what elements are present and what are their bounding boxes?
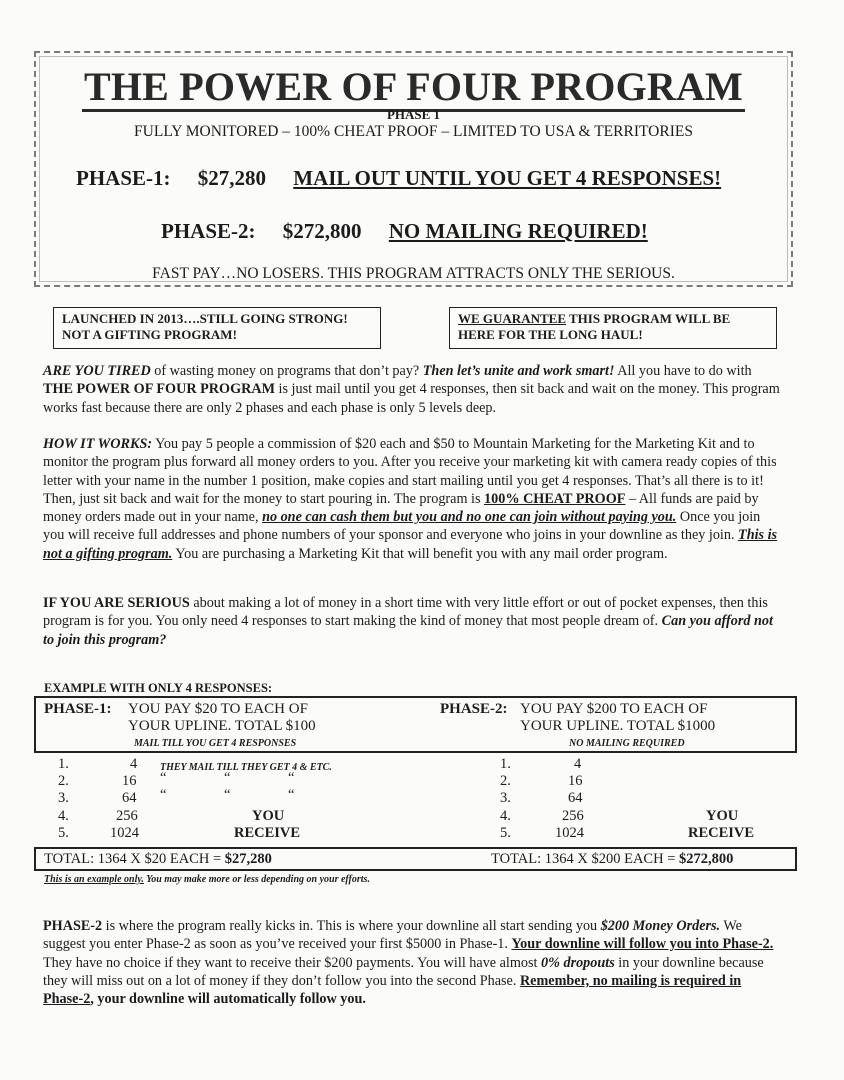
phase2-tagline: NO MAILING REQUIRED! [388, 219, 648, 243]
p1-row-num: 4. [58, 808, 69, 824]
p1-row-value: 4 [130, 756, 138, 772]
phase2-paragraph: PHASE-2 is where the program really kicks in. This is where your downline all start sending you $200 Money Orders. We suggest you enter Phase-2 as soon as you’ve received your first $5000 in Phase-1. Your downline will follow you into Phase-2. They have no choice if they want to receive their $200 payments. You will have almost 0% dropouts in your downline because they will miss out on a lot of money if they don’t follow you into the second Phase. Remember, no mailing is required in Phase-2, your downline will automatically follow you. [43, 918, 774, 1008]
p2-row-value: 256 [562, 808, 584, 824]
ditto-mark: “ [160, 787, 167, 803]
they-mail-note: THEY MAIL TILL THEY GET 4 & ETC. [160, 762, 332, 773]
header-box [34, 51, 793, 287]
page-title: THE POWER OF FOUR PROGRAM [36, 63, 791, 110]
how-it-works-paragraph: HOW IT WORKS: You pay 5 people a commission of $20 each and $50 to Mountain Marketing for the Marketing Kit and to monitor the program plus forward all money orders to you. After you receive your marketing kit with camera ready copies of this letter with your name in the number 1 position, make copies and start mailing until you get 4 responses. That’s all there is to it! Then, just sit back and wait for the money to start pouring in. The program is 100% CHEAT PROOF – All funds are paid by money orders made out in your name, no one can cash them but you and no one can join without paying you. Once you join you will receive full addresses and phone numbers of your sponsor and everyone who joins in your downline as they join. This is not a gifting program. You are purchasing a Marketing Kit that will benefit you with any mail order program. [43, 436, 778, 562]
example-phase2-text: YOU PAY $200 TO EACH OF YOUR UPLINE. TOTAL $1000 [520, 701, 716, 734]
example-phase1-label: PHASE-1: [44, 701, 112, 717]
p2-row-value: 4 [574, 756, 582, 772]
example-totals-frame [34, 847, 797, 871]
ditto-mark: “ [288, 787, 295, 803]
ditto-mark: “ [224, 787, 231, 803]
p2-row-num: 1. [500, 756, 511, 772]
p2-you: YOU [706, 808, 739, 824]
example-title: EXAMPLE WITH ONLY 4 RESPONSES: [44, 681, 273, 695]
p2-row-num: 5. [500, 825, 511, 841]
long-haul-line: HERE FOR THE LONG HAUL! [458, 327, 643, 342]
phase1-line [76, 166, 721, 191]
example-rows [34, 756, 797, 846]
p1-row-num: 1. [58, 756, 69, 772]
p2-receive: RECEIVE [688, 825, 755, 841]
p2-row-value: 1024 [555, 825, 584, 841]
p1-receive: RECEIVE [234, 825, 301, 841]
launched-line: LAUNCHED IN 2013….STILL GOING STRONG! [62, 311, 348, 326]
launched-box [53, 307, 381, 349]
p1-row-num: 2. [58, 773, 69, 789]
ditto-mark: “ [224, 770, 231, 786]
phase2-label: PHASE-2: [161, 219, 256, 243]
p2-row-num: 2. [500, 773, 511, 789]
phase1-amount: $27,280 [197, 166, 266, 190]
example-phase1-text: YOU PAY $20 TO EACH OF YOUR UPLINE. TOTAL $100 [128, 701, 316, 734]
ditto-mark: “ [288, 770, 295, 786]
intro-paragraph: ARE YOU TIRED of wasting money on programs that don’t pay? Then let’s unite and work smart! All you have to do with THE POWER OF FOUR PROGRAM is just mail until you get 4 responses, then sit back and wait on the money. This program works fast because there are only 2 phases and each phase is only 5 levels deep. [43, 363, 780, 416]
p1-row-value: 256 [116, 808, 138, 824]
p2-row-num: 3. [500, 790, 511, 806]
p1-row-value: 64 [122, 790, 137, 806]
phase2-amount: $272,800 [282, 219, 362, 243]
phase-label: PHASE 1 [386, 107, 441, 122]
example-phase2-note: NO MAILING REQUIRED [569, 738, 685, 749]
phase2-line [161, 219, 648, 244]
guarantee-box [449, 307, 777, 349]
p1-row-value: 1024 [110, 825, 139, 841]
phase1-tagline: MAIL OUT UNTIL YOU GET 4 RESPONSES! [293, 166, 722, 190]
header-footer: FAST PAY…NO LOSERS. THIS PROGRAM ATTRACTS ONLY THE SERIOUS. [152, 265, 675, 282]
p1-row-value: 16 [122, 773, 137, 789]
not-gifting-line: NOT A GIFTING PROGRAM! [62, 327, 237, 342]
total-phase1: TOTAL: 1364 X $20 EACH = $27,280 [44, 851, 272, 867]
example-header-frame [34, 696, 797, 753]
ditto-mark: “ [160, 770, 167, 786]
example-phase2-label: PHASE-2: [440, 701, 508, 717]
example-phase1-note: MAIL TILL YOU GET 4 RESPONSES [134, 738, 297, 749]
total-phase2: TOTAL: 1364 X $200 EACH = $272,800 [491, 851, 734, 867]
phase1-label: PHASE-1: [76, 166, 171, 190]
example-disclaimer: This is an example only. You may make more or less depending on your efforts. [44, 874, 370, 885]
p2-row-value: 64 [568, 790, 583, 806]
p1-you: YOU [252, 808, 285, 824]
subtitle: FULLY MONITORED – 100% CHEAT PROOF – LIMITED TO USA & TERRITORIES [134, 123, 693, 140]
p1-row-num: 3. [58, 790, 69, 806]
serious-paragraph: IF YOU ARE SERIOUS about making a lot of money in a short time with very little effort or out of pocket expenses, then this program is for you. You only need 4 responses to start making the kind of money that most people dream of. Can you afford not to join this program? [43, 595, 773, 648]
p2-row-value: 16 [568, 773, 583, 789]
p2-row-num: 4. [500, 808, 511, 824]
guarantee-line: WE GUARANTEE THIS PROGRAM WILL BE [458, 311, 731, 326]
p1-row-num: 5. [58, 825, 69, 841]
